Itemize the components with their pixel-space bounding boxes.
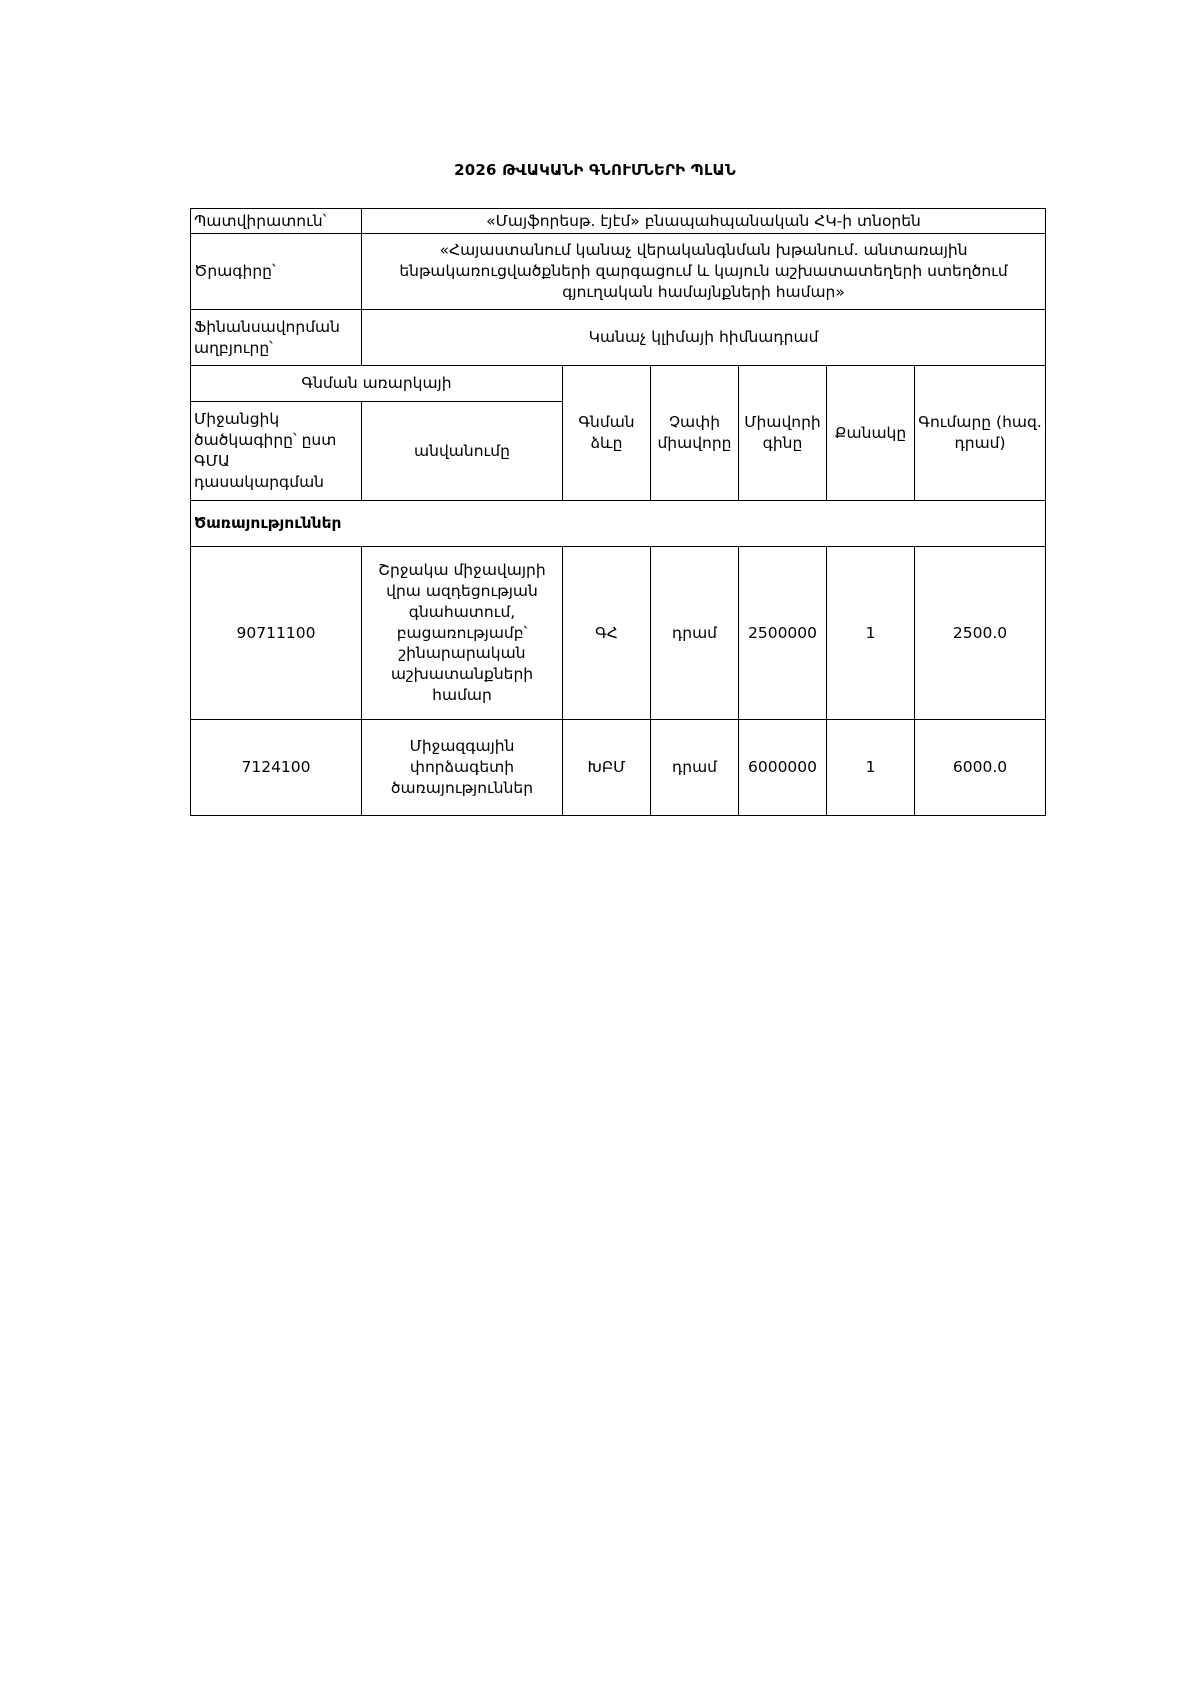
item-form: ԳՀ: [563, 547, 651, 720]
table-row: [191, 720, 1046, 816]
program-value: «Հայաստանում կանաչ վերականգնման խթանում. անտառային ենթակառուցվածքների զարգացում և կայուն աշխատատեղերի ստեղծում գյուղական համայնքների համար»: [362, 234, 1046, 310]
quantity-header: Քանակը: [827, 366, 915, 501]
procurement-plan-table: [190, 208, 1046, 816]
amount-header: Գումարը (հազ. դրամ): [915, 366, 1046, 501]
section-row: [191, 501, 1046, 547]
item-name: Միջազգային փորձագետի ծառայություններ: [362, 720, 563, 816]
item-unit-price: 6000000: [739, 720, 827, 816]
funding-value: Կանաչ կլիմայի հիմնադրամ: [362, 310, 1046, 366]
document-title: 2026 ԹՎԱԿԱՆԻ ԳՆՈՒՄՆԵՐԻ ՊԼԱՆ: [454, 161, 736, 179]
program-row: [191, 234, 1046, 310]
name-header: անվանումը: [362, 402, 563, 501]
item-amount: 2500.0: [915, 547, 1046, 720]
item-code: 7124100: [191, 720, 362, 816]
unit-price-header: Միավորի գինը: [739, 366, 827, 501]
item-quantity: 1: [827, 547, 915, 720]
item-code: 90711100: [191, 547, 362, 720]
item-name: Շրջակա միջավայրի վրա ազդեցության գնահատում, բացառությամբ՝ շինարարական աշխատանքների համար: [362, 547, 563, 720]
item-unit: դրամ: [651, 547, 739, 720]
item-unit-price: 2500000: [739, 547, 827, 720]
cpv-code-header: Միջանցիկ ծածկագիրը՝ ըստ ԳՄԱ դասակարգման: [191, 402, 362, 501]
customer-label: Պատվիրատուն՝: [191, 209, 362, 234]
item-form: ԽԲՄ: [563, 720, 651, 816]
customer-row: [191, 209, 1046, 234]
section-title: Ծառայություններ: [191, 501, 1046, 547]
funding-label: Ֆինանսավորման աղբյուրը՝: [191, 310, 362, 366]
funding-row: [191, 310, 1046, 366]
column-group-row: [191, 366, 1046, 402]
program-label: Ծրագիրը՝: [191, 234, 362, 310]
customer-value: «Մայֆորեսթ. էյէմ» բնապահպանական ՀԿ-ի տնօրեն: [362, 209, 1046, 234]
table-row: [191, 547, 1046, 720]
item-quantity: 1: [827, 720, 915, 816]
unit-header: Չափի միավորը: [651, 366, 739, 501]
item-amount: 6000.0: [915, 720, 1046, 816]
procurement-form-header: Գնման ձևը: [563, 366, 651, 501]
item-unit: դրամ: [651, 720, 739, 816]
subject-group-header: Գնման առարկայի: [191, 366, 563, 402]
